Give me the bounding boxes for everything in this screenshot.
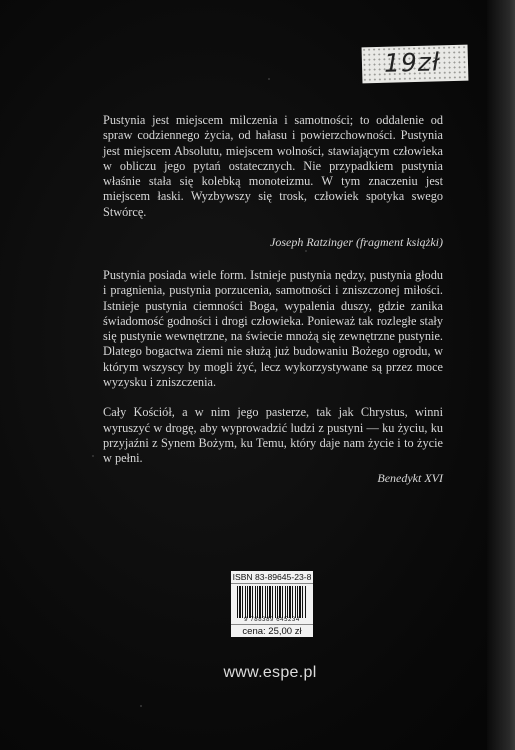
isbn-barcode-label bbox=[231, 571, 313, 637]
dust-speck bbox=[140, 705, 142, 707]
printed-price: cena: 25,00 zł bbox=[231, 624, 313, 638]
quote-signature: Joseph Ratzinger (fragment książki) bbox=[270, 235, 443, 250]
handwritten-price: 19zł bbox=[383, 47, 441, 78]
benedict-quote bbox=[103, 268, 443, 486]
price-sticker bbox=[362, 45, 469, 84]
quote-paragraph: Cały Kościół, a w nim jego pasterze, tak jak Chrystus, winni wyruszyć w drogę, aby wyprowadzić ludzi z pustyni — ku życiu, ku przyjaźni z Synem Bożym, ku Temu, który daje nam życie i to życie w pełni. bbox=[103, 405, 443, 466]
ratzinger-quote bbox=[103, 113, 443, 250]
barcode-bars bbox=[237, 586, 307, 618]
quote-paragraph: Pustynia posiada wiele form. Istnieje pustynia nędzy, pustynia głodu i pragnienia, pustynia porzucenia, samotności i zniszczonej miłości. Istnieje pustynia ciemności Boga, wypalenia duszy, gdzie zanika świadomość godności i drogi człowieka. Ponieważ tak rozległe stały się pustynie wewnętrzne, na świecie mnożą się zewnętrzne pustynie. Dlatego bogactwa ziemi nie służą już budowaniu Bożego ogrodu, w którym wszyscy by mogli żyć, lecz wykorzystywane są przez moce wyzysku i zniszczenia. bbox=[103, 268, 443, 390]
dust-speck bbox=[92, 455, 94, 457]
dust-speck bbox=[268, 78, 270, 80]
isbn-number: ISBN 83-89645-23-8 bbox=[232, 572, 312, 582]
publisher-website: www.espe.pl bbox=[223, 664, 317, 681]
ean-number: 9 788389 645234 bbox=[244, 617, 300, 623]
quote-signature: Benedykt XVI bbox=[377, 470, 443, 485]
quote-paragraph: Pustynia jest miejscem milczenia i samotności; to oddalenie od spraw codziennego życia, od hałasu i powierzchowności. Pustynia jest miejscem Absolutu, miejscem wolności, stawiającym człowieka w obliczu jego pytań ostatecznych. Nie przypadkiem pustynia właśnie stała się kolebką monoteizmu. W tym znaczeniu jest miejscem łaski. Wyzbywszy się trosk, człowiek spotyka swego Stwórcę. bbox=[103, 113, 443, 219]
book-spine-edge bbox=[487, 0, 515, 750]
